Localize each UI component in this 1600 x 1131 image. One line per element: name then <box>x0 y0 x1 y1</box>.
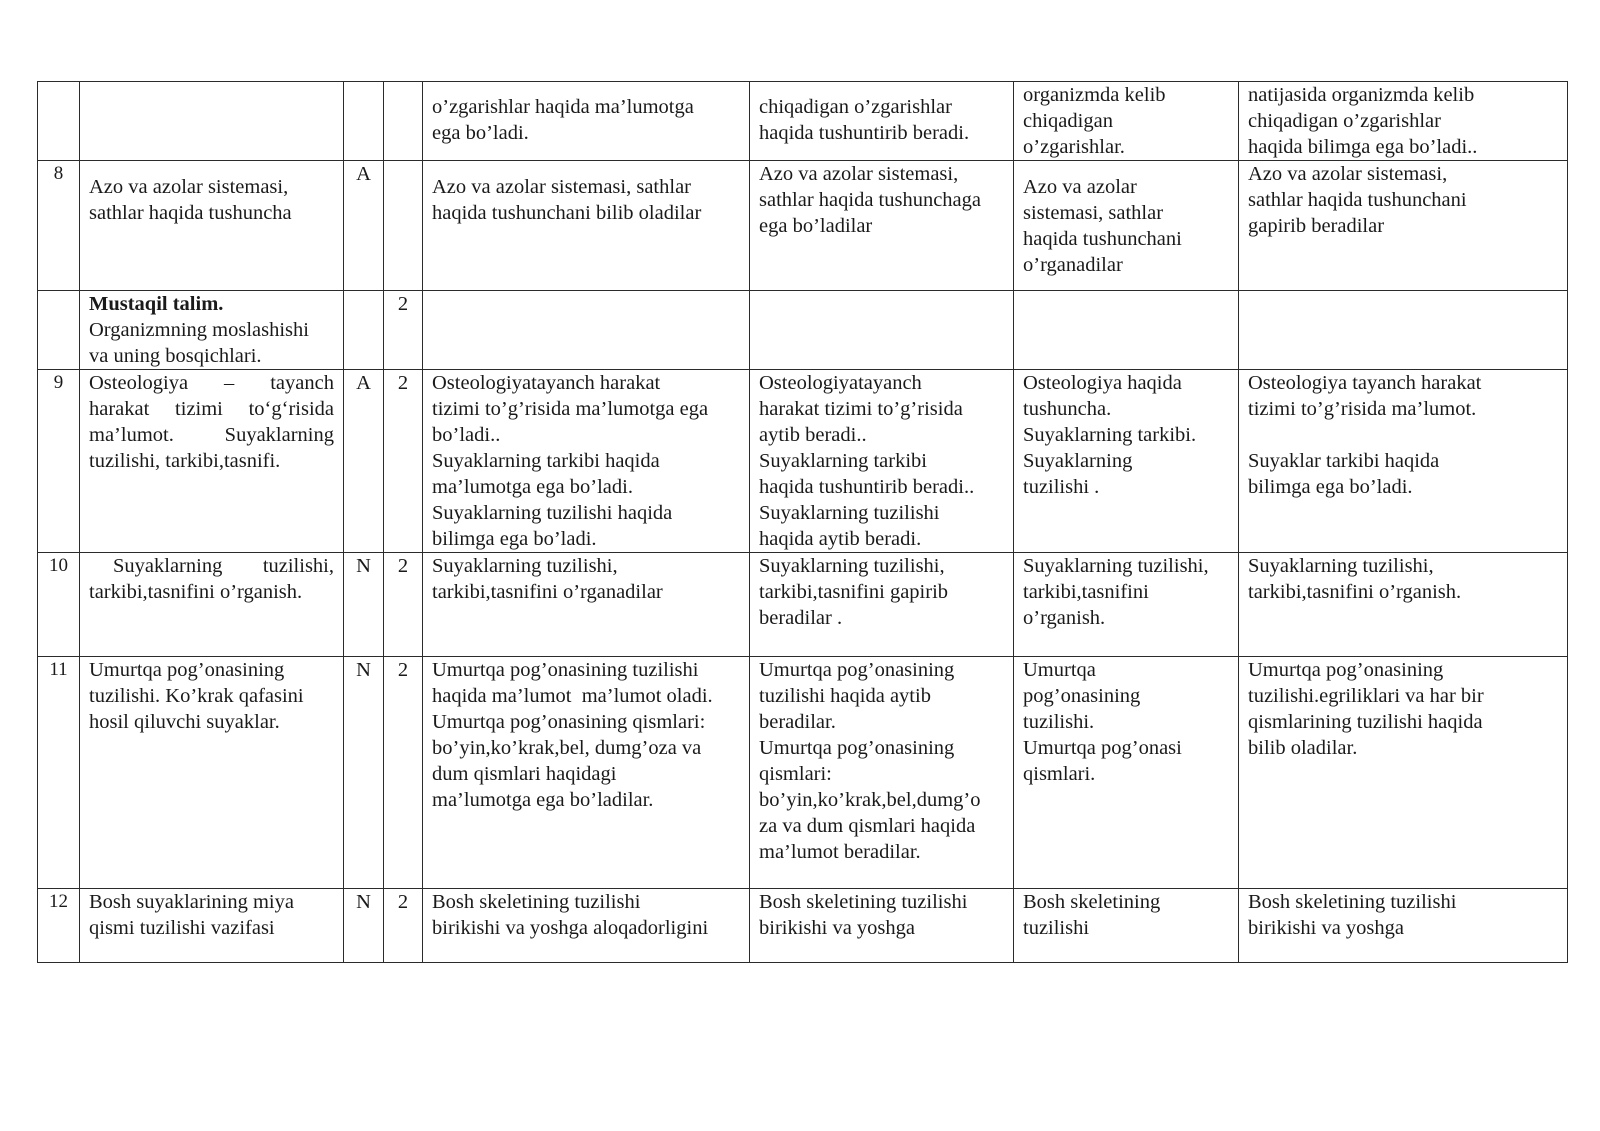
type-cell: N <box>344 889 384 963</box>
cell-line: tarkibi,tasnifini o’rganadilar <box>432 581 663 603</box>
cell-line: harakat tizimi to’g’risida <box>759 398 963 420</box>
cell-line <box>89 370 334 396</box>
cell-line: Osteologiya tayanch harakat <box>1248 372 1482 394</box>
cell-line: o’rganish. <box>1023 607 1106 629</box>
cell-line: dum qismlari haqidagi <box>432 763 617 785</box>
table-row <box>38 889 1568 963</box>
cell-line: chiqadigan o’zgarishlar <box>759 96 952 118</box>
cell-line: tuzilishi haqida aytib <box>759 685 931 707</box>
cell-line: Umurtqa pog’onasining <box>1248 659 1444 681</box>
cell-line: Suyaklarning tuzilishi, <box>759 555 945 577</box>
cell-line: qismlari: <box>759 763 832 785</box>
row-number: 12 <box>38 889 80 963</box>
topic-word: Suyaklarning <box>113 555 223 577</box>
document-page <box>37 81 1567 963</box>
cell-line: aytib beradi.. <box>759 424 867 446</box>
topic-cell <box>80 161 344 291</box>
outcome-cell-4 <box>1239 370 1568 553</box>
topic-cell <box>80 291 344 370</box>
type-cell <box>344 82 384 161</box>
cell-line: o’zgarishlar haqida ma’lumotga <box>432 96 694 118</box>
cell-line: bilimga ega bo’ladi. <box>1248 476 1413 498</box>
cell-line: Umurtqa pog’onasining qismlari: <box>432 711 706 733</box>
cell-line: Azo va azolar <box>1023 176 1137 198</box>
cell-line: Suyaklarning tuzilishi, <box>1248 555 1434 577</box>
topic-cell <box>80 553 344 657</box>
cell-line: haqida aytib beradi. <box>759 528 922 550</box>
cell-line: bo’ladi.. <box>432 424 501 446</box>
cell-line: Suyaklarning tuzilishi, <box>432 555 618 577</box>
table-row <box>38 291 1568 370</box>
topic-word: tuzilishi, <box>262 555 334 577</box>
cell-line: chiqadigan o’zgarishlar <box>1248 110 1441 132</box>
cell-line: tuzilishi. <box>1023 711 1095 733</box>
topic-word: Suyaklarning <box>224 424 334 446</box>
cell-line: tuzilishi . <box>1023 476 1100 498</box>
hours-cell <box>384 161 423 291</box>
topic-cell <box>80 82 344 161</box>
outcome-cell-2 <box>750 370 1014 553</box>
cell-line: haqida bilimga ega bo’ladi.. <box>1248 136 1478 158</box>
row-number <box>38 82 80 161</box>
topic-word: to‘g‘risida <box>248 398 334 420</box>
outcome-cell-1 <box>423 82 750 161</box>
cell-line: o’zgarishlar. <box>1023 136 1125 158</box>
cell-line: Umurtqa pog’onasi <box>1023 737 1182 759</box>
cell-line: beradilar. <box>759 711 836 733</box>
cell-line: beradilar . <box>759 607 843 629</box>
cell-line: bo’yin,ko’krak,bel, dumg’oza va <box>432 737 702 759</box>
cell-line: birikishi va yoshga <box>1248 917 1405 939</box>
cell-line: qismlarining tuzilishi haqida <box>1248 711 1483 733</box>
cell-line: Osteologiya haqida <box>1023 372 1182 394</box>
cell-line: sistemasi, sathlar <box>1023 202 1164 224</box>
cell-line: Umurtqa pog’onasining <box>89 659 285 681</box>
hours-cell: 2 <box>384 553 423 657</box>
cell-line: Suyaklarning tuzilishi haqida <box>432 502 673 524</box>
outcome-cell-3 <box>1014 657 1239 889</box>
cell-line: bilib oladilar. <box>1248 737 1358 759</box>
outcome-cell-1 <box>423 291 750 370</box>
cell-line: birikishi va yoshga aloqadorligini <box>432 917 709 939</box>
outcome-cell-1 <box>423 370 750 553</box>
topic-cell <box>80 657 344 889</box>
cell-line: Osteologiyatayanch <box>759 372 922 394</box>
cell-line: Azo va azolar sistemasi, sathlar <box>432 176 692 198</box>
cell-line: Umurtqa pog’onasining <box>759 659 955 681</box>
outcome-cell-1 <box>423 657 750 889</box>
topic-word: tizimi <box>175 398 223 420</box>
row-number: 10 <box>38 553 80 657</box>
topic-word: tayanch <box>270 372 334 394</box>
cell-line: hosil qiluvchi suyaklar. <box>89 711 280 733</box>
cell-line: Bosh skeletining <box>1023 891 1161 913</box>
topic-cell <box>80 370 344 553</box>
independent-study-heading: Mustaqil talim. <box>89 293 224 315</box>
cell-line: tushuncha. <box>1023 398 1112 420</box>
hours-cell <box>384 82 423 161</box>
topic-cell <box>80 889 344 963</box>
blank-line <box>1248 422 1558 448</box>
topic-word: Osteologiya <box>89 372 189 394</box>
cell-line <box>89 422 334 448</box>
cell-line: Umurtqa pog’onasining tuzilishi <box>432 659 699 681</box>
cell-line: haqida tushunchani bilib oladilar <box>432 202 702 224</box>
outcome-cell-2 <box>750 889 1014 963</box>
cell-line: sathlar haqida tushuncha <box>89 202 292 224</box>
cell-line: tizimi to’g’risida ma’lumot. <box>1248 398 1477 420</box>
hours-cell: 2 <box>384 889 423 963</box>
table-row <box>38 553 1568 657</box>
type-cell: A <box>344 370 384 553</box>
cell-line: tarkibi,tasnifini o’rganish. <box>89 581 303 603</box>
outcome-cell-3 <box>1014 889 1239 963</box>
cell-line: tarkibi,tasnifini o’rganish. <box>1248 581 1462 603</box>
hours-cell: 2 <box>384 291 423 370</box>
cell-line: Umurtqa pog’onasining <box>759 737 955 759</box>
row-number: 9 <box>38 370 80 553</box>
type-cell: N <box>344 553 384 657</box>
type-cell: N <box>344 657 384 889</box>
outcome-cell-4 <box>1239 161 1568 291</box>
cell-line: pog’onasining <box>1023 685 1141 707</box>
cell-line: tuzilishi, tarkibi,tasnifi. <box>89 450 281 472</box>
cell-line: gapirib beradilar <box>1248 215 1385 237</box>
cell-line: Azo va azolar sistemasi, <box>89 176 289 198</box>
outcome-cell-1 <box>423 161 750 291</box>
row-number <box>38 291 80 370</box>
cell-line: haqida tushuntirib beradi. <box>759 122 970 144</box>
cell-line: Bosh suyaklarining miya <box>89 891 294 913</box>
outcome-cell-2 <box>750 82 1014 161</box>
table-row <box>38 370 1568 553</box>
cell-line: bo’yin,ko’krak,bel,dumg’o <box>759 789 981 811</box>
cell-line: Bosh skeletining tuzilishi <box>759 891 968 913</box>
outcome-cell-3 <box>1014 553 1239 657</box>
cell-line: Suyaklarning tarkibi. <box>1023 424 1197 446</box>
cell-line: ma’lumotga ega bo’ladilar. <box>432 789 654 811</box>
table-row <box>38 657 1568 889</box>
outcome-cell-3 <box>1014 161 1239 291</box>
type-cell: A <box>344 161 384 291</box>
lesson-plan-table <box>37 81 1568 963</box>
table-row <box>38 82 1568 161</box>
cell-line: natijasida organizmda kelib <box>1248 84 1475 106</box>
cell-line: qismlari. <box>1023 763 1096 785</box>
cell-line: o’rganadilar <box>1023 254 1123 276</box>
cell-line: haqida ma’lumot ma’lumot oladi. <box>432 685 713 707</box>
cell-line: Suyaklarning tuzilishi, <box>1023 555 1209 577</box>
cell-line: Bosh skeletining tuzilishi <box>432 891 641 913</box>
cell-line: tarkibi,tasnifini <box>1023 581 1149 603</box>
cell-line: tuzilishi <box>1023 917 1090 939</box>
cell-line: Suyaklarning tarkibi haqida <box>432 450 660 472</box>
outcome-cell-4 <box>1239 82 1568 161</box>
hours-cell: 2 <box>384 657 423 889</box>
row-number: 11 <box>38 657 80 889</box>
type-cell <box>344 291 384 370</box>
cell-line <box>89 553 334 579</box>
cell-line: Umurtqa <box>1023 659 1096 681</box>
outcome-cell-2 <box>750 291 1014 370</box>
cell-line: Organizmning moslashishi <box>89 319 309 341</box>
hours-cell: 2 <box>384 370 423 553</box>
cell-line: sathlar haqida tushunchani <box>1248 189 1467 211</box>
outcome-cell-1 <box>423 889 750 963</box>
cell-line: Suyaklar tarkibi haqida <box>1248 450 1440 472</box>
topic-word: ma’lumot. <box>89 424 174 446</box>
outcome-cell-4 <box>1239 291 1568 370</box>
table-row <box>38 161 1568 291</box>
cell-line: haqida tushunchani <box>1023 228 1182 250</box>
row-number: 8 <box>38 161 80 291</box>
cell-line: bilimga ega bo’ladi. <box>432 528 597 550</box>
outcome-cell-4 <box>1239 889 1568 963</box>
cell-line: birikishi va yoshga <box>759 917 916 939</box>
outcome-cell-2 <box>750 161 1014 291</box>
topic-word: harakat <box>89 398 150 420</box>
cell-line: ma’lumot beradilar. <box>759 841 921 863</box>
cell-line: qismi tuzilishi vazifasi <box>89 917 275 939</box>
outcome-cell-3 <box>1014 291 1239 370</box>
cell-line: haqida tushuntirib beradi.. <box>759 476 975 498</box>
cell-line: ega bo’ladilar <box>759 215 873 237</box>
cell-line: za va dum qismlari haqida <box>759 815 976 837</box>
outcome-cell-4 <box>1239 553 1568 657</box>
cell-line: Azo va azolar sistemasi, <box>759 163 959 185</box>
outcome-cell-2 <box>750 553 1014 657</box>
outcome-cell-3 <box>1014 370 1239 553</box>
cell-line: ma’lumotga ega bo’ladi. <box>432 476 633 498</box>
cell-line: chiqadigan <box>1023 110 1113 132</box>
cell-line: sathlar haqida tushunchaga <box>759 189 982 211</box>
topic-word: – <box>224 372 235 394</box>
cell-line: tuzilishi. Ko’krak qafasini <box>89 685 304 707</box>
cell-line: va uning bosqichlari. <box>89 345 262 367</box>
cell-line: tuzilishi.egriliklari va har bir <box>1248 685 1484 707</box>
outcome-cell-2 <box>750 657 1014 889</box>
outcome-cell-4 <box>1239 657 1568 889</box>
cell-line: Suyaklarning <box>1023 450 1133 472</box>
cell-line: Azo va azolar sistemasi, <box>1248 163 1448 185</box>
cell-line: Suyaklarning tuzilishi <box>759 502 940 524</box>
outcome-cell-1 <box>423 553 750 657</box>
cell-line: tarkibi,tasnifini gapirib <box>759 581 949 603</box>
table-body <box>38 82 1568 963</box>
outcome-cell-3 <box>1014 82 1239 161</box>
cell-line: tizimi to’g’risida ma’lumotga ega <box>432 398 709 420</box>
cell-line: Osteologiyatayanch harakat <box>432 372 661 394</box>
cell-line: organizmda kelib <box>1023 84 1166 106</box>
cell-line: ega bo’ladi. <box>432 122 529 144</box>
cell-line: Bosh skeletining tuzilishi <box>1248 891 1457 913</box>
cell-line: Suyaklarning tarkibi <box>759 450 927 472</box>
cell-line <box>89 396 334 422</box>
